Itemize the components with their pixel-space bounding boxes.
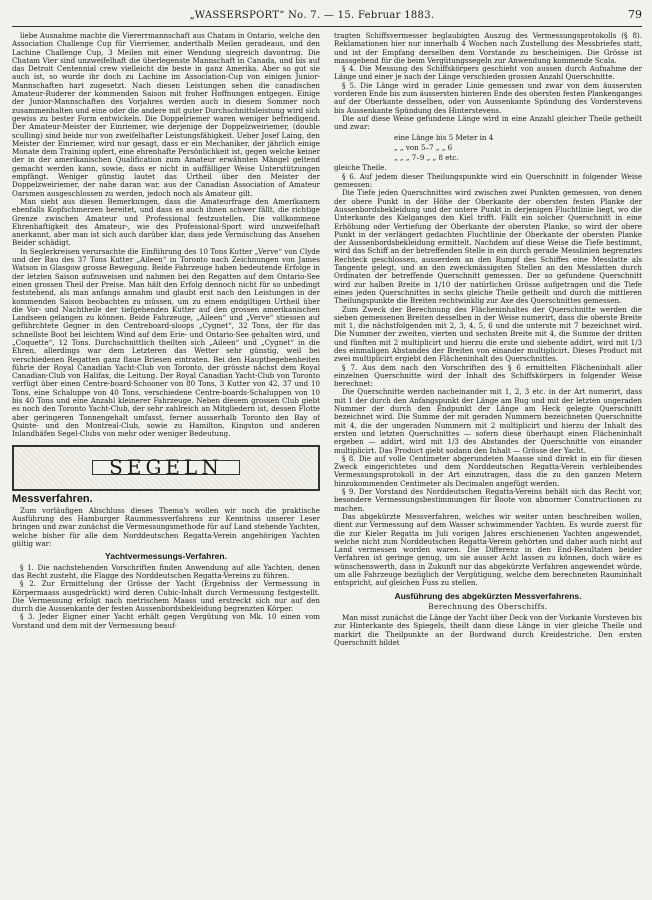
formula-line: „ „ „ 7–9 „ „ 8 etc. bbox=[394, 153, 459, 163]
formula-line: „ „ von 5–7 „ „ 6 bbox=[394, 142, 453, 152]
intro-paragraph: Zum vorläufigen Abschluss dieses Thema's wollen wir noch die praktische Ausführung des Hamburger Raummessverfahrens zur Kenntniss unserer Leser bringen und zwar zunächst die Vermessungsmethode für auf Land stehende Yachten, welche bisher für alle dem Norddeutschen Regatta-Verein angehörigen Yachten gültig war: bbox=[12, 505, 320, 549]
columns bbox=[12, 32, 642, 896]
rule-paragraph: § 1. Die nachstehenden Vorschriften finden Anwendung auf alle Yachten, denen das Recht zusteht, die Flagge des Norddeutschen Regatta-Vereins zu führen. bbox=[12, 562, 320, 580]
sub-title: Ausführung des abgekürzten Messverfahrens. bbox=[394, 590, 582, 601]
paragraph: Man misst zunächst die Länge der Yacht über Deck von der Vorkante Vorsteven bis zur Hinterkante des Spiegels, theilt dann diese Länge in vier gleiche Theile und markirt die Theilpunkte an der Bordwand durch Kreidestriche. Den ersten Querschnitt bildet bbox=[334, 613, 642, 648]
sub-title: Yachtvermessungs-Verfahren. bbox=[105, 551, 227, 562]
paragraph: Die Tiefe jeden Querschnittes wird zwischen zwei Punkten gemessen, von denen der obere Punkt in der Höhe der Oberkante der obersten festen Planke der Aussenbordsbekleidung und der untere Punkt in derjenigen Fluchtlinie liegt, wo die Unterkante des Kielganges den Kiel trifft. Fällt ein solcher Querschnitt in eine Erhöhung oder Vertiefung der Oberkante der obersten Planke, so wird der obere Punkt in der verlängert gedachten Fluchtlinie der Oberkante der obersten Planke der Aussenbordsbekleidung ermittelt. Nachdem auf diese Weise die Tiefe bestimmt, wird das Schiff an der betreffenden Stelle in ein durch gerade Messlinien begrenztes Rechteck geschlossen, ausserdem an den Rumpf des Schiffes eine Messlatte als Tangente gelegt, und an den zweckmässigsten Stellen an den Messlatten durch Ordinaten der betreffende Querschnitt gemessen. Der so gefundene Querschnitt wird zur halben Breite in 1/10 der natürlichen Grösse aufgetragen und die Tiefe eines jeden Querschnittes in sechs gleiche Theile getheilt und durch die mittleren Theilungspunkte die Breiten rechtwinklig zur Axe des Querschnittes gemessen. bbox=[334, 188, 642, 306]
page-number: 79 bbox=[628, 8, 642, 21]
paragraph: gleiche Theile. bbox=[334, 163, 387, 173]
paragraph: In Seglerkreisen verursachte die Einführung des 10 Tons Kutter „Verve“ von Clyde und der Bau des 37 Tons Kutter „Aileen“ in Toronto nach Zeichnungen von James Watson in Glasgow grosse Bewegung. Beide Fahrzeuge haben bedeutende Erfolge in der letzten Saison aufzuweisen und nahmen bei den Regatten auf dem Ontario-See einen grossen Theil der Preise. Man hält den Erfolg dennoch nicht für so unbedingt feststehend, als man anfangs annahm und glaubt erst nach den Leistungen in der kommenden Saison beobachten zu müssen, um zu einem endgiltigen Urtheil über die Vor- und Nachtheile der tiefgehenden Kutter auf den grossen amerikanischen Landseen gelangen zu können. Beide Fahrzeuge, „Aileen“ und „Verve“ stiessen auf geführchtete Gegner in den Centreboard-sloops „Cygnet“, 32 Tons, der für das schnellste Boot bei leichtem Wind auf dem Erie- und Ontario-See gehalten wird, und „Coquette“, 12 Tons. Durchschnittlich theilten sich „Aileen“ und „Cygnet“ in die Ehren, allerdings war dem Letzteren das Wetter sehr günstig, weil bei verschiedenen Regatten ganz flaue Briesen eintraten. Bei den Hauptbegebenheiten führte der Royal Canadian Yacht-Club von Toronto, der grösste nächst dem Royal Canadian-Club von Halifax, die Leitung. Der Royal Canadian Yacht-Club von Toronto verfügt über einen Centre-board-Schooner von 80 Tons, 3 Kutter von 42, 37 und 10 Tons, eine Schaluppe von 40 Tons, verschiedene Centre-boards-Schaluppen von 10 bis 40 Tons und eine Anzahl kleinerer Fahrzeuge. Neben diesem grossen Club giebt es noch den Toronto Yacht-Club, der sehr zahlreich an Mitgliedern ist, dessen Flotte aber geringeren Tonnengehalt umfasst, ferner ausserhalb Toronto den Bay of Quinte- und den Montreal-Club, sowie zu Hamilton, Kingston und anderen Inlandhäfen Segel-Clubs von mehr oder weniger Bedeutung. bbox=[12, 246, 320, 439]
paragraph: liebe Ausnahme machte die Viererrmannschaft aus Chatam in Ontario, welche den Association Challenge Cup für Vierriemer, anderthalb Meilen geradeaus, und den Lachine Challenge Cup, 3 Meilen mit einer Wendung siegreich davontrug. Die Chatam Vier sind unzweifelhaft die überlegenste Mannschaft in Canada, und bis auf das Detroit Centennial crew vielleicht die beste in ganz Amerika. Aber so gut sie auch ist, so wurde ihr doch zu Lachine im Association-Cup von einigen Junior-Mannschaften hart zugesetzt. Nach diesen Leistungen sehen die canadischen Amateur-Ruderer der kommenden Saison mit froher Hoffnungen entgegen. Einige der Junior-Mannschaften des Vorjahres werden auch in diesem Sommer noch zusammenhalten und eine oder die andere mit guter Durchschnittsleistung wird sich gewiss zu bester Form entwickeln. Die Doppelriemer waren weniger befriedigend. Der Amateur-Meister der Einriemer, wie derjenige der Doppelzweiriemer, (double sculling) sind beide nur von zweifelhafter Leistungsfähigkeit. Ueber Josef Laing, den Meister der Einriemer, wird nur gesagt, dass er ein Mechaniker, der jährlich einige Monate dem Training opfert, eine ehrenhafte Persönlichkeit ist, gegen welche keiner der in der amerikanischen Qualification zum Amateur erwähnten Mängel geltend gemacht werden kann, sowie, dass er nicht in auffälliger Weise Unterstützungen empfängt. Weniger günstig lautet das Urtheil über den Meister der Doppelzweiriemer, der nahe daran war, aus der Canadian Association of Amateur Oarsmen ausgeschlossen zu werden, jedoch noch als Amateur gilt. bbox=[12, 32, 320, 198]
paragraph: tragten Schiffsvermesser beglaubigten Auszug des Vermessungsprotokolls (§ 8). Reklamationen hier nur innerhalb 4 Wochen nach Zustellung des Messbriefes statt, und ist der Empfang derselben dem Vorstande zu bescheinigen. Die Grösse ist massgebend für die beim Vergütungssegeln zur Anwendung kommende Scala. bbox=[334, 32, 642, 65]
running-title: „WASSERSPORT“ No. 7. — 15. Februar 1883. bbox=[189, 10, 435, 21]
paragraph: Das abgekürzte Messverfahren, welches wir weiter unten beschreiben wollen, dient zur Vermessung auf dem Wasser schwimmender Yachten. Es wurde zuerst für die zur Kieler Regatta im Juli vorigen Jahres erschienenen Yachten angewendet, welche nicht zum Norddeutschen Regatta-Verein gehörten und daher auch nicht auf Land vermessen worden waren. Die Differenz in den End-Resultaten beider Verfahren ist geringe genug, um sie ausser Acht lassen zu können, doch wäre es wünschenswerth, dass in Zukunft nur das abgekürzte Verfahren angewendet würde, um alle Fahrzeuge bezüglich der Vergütigung, welche dem berechneten Rauminhalt entspricht, auf gleichen Fuss zu stellen. bbox=[334, 511, 642, 588]
formula-line: eine Länge bis 5 Meter in 4 bbox=[394, 132, 494, 142]
rule-paragraph: § 2. Zur Ermittelung der Grösse der Yacht (Ergebniss der Vermessung in Körpermaass ausgedrückt) wird deren Cubic-Inhalt durch Vermessung festgestellt. Die Vermessung erfolgt nach metrischem Maass und erstreckt sich nur auf den durch die Aussenkante der festen Aussenbordsbekleidung begrenzten Körper. bbox=[12, 579, 320, 614]
paragraph: Zum Zweck der Berechnung des Flächeninhaltes der Querschnitte werden die sieben gemessenen Breiten desselben in der Weise numerirt, dass die oberste Breite mit 1, die nächstfolgenden mit 2, 3, 4, 5, 6 und die unterste mit 7 bezeichnet wird. Die Nummer der zweiten, vierten und sechsten Breite mit 4, die Summe der dritten und fünften mit 2 multiplicirt und hierzu die erste und siebente addirt, wird mit 1/3 des einmaligen Abstandes der Breiten von einander multiplicirt. Dieses Product mit zwei multiplicirt ergiebt den Flächeninhalt des Querschnittes. bbox=[334, 304, 642, 364]
paragraph: § 4. Die Messung des Schiffskörpers geschieht von aussen durch Aufnahme der Länge und einer je nach der Länge verschieden grossen Anzahl Querschnitte. bbox=[334, 64, 642, 82]
rule-paragraph: § 3. Jeder Eigner einer Yacht erhält gegen Vergütung von Mk. 10 einen vom Vorstand und dem mit der Vermessung beauf- bbox=[12, 612, 320, 630]
sub-sub-title: Berechnung des Oberschiffs. bbox=[428, 601, 548, 611]
paragraph: § 8. Die auf volle Centimeter abgerundeten Maasse sind direkt in ein für diesen Zweck eingerichtetes und dem Norddeutschen Regatta-Verein verbleibendes Vermessungsprotokoll in der Art einzutragen, dass die zu den ganzen Metern hinzukommenden Centimeter als Decimalen angefügt werden. bbox=[334, 453, 642, 488]
section-banner bbox=[12, 445, 320, 491]
paragraph: § 5. Die Länge wird in gerader Linie gemessen und zwar von dem äussersten vorderen Ende bis zum äussersten hinteren Ende des obersten festen Plankenganges auf der Oberkante desselben, oder von Aussenkante Spündung des Vorderstevens bis Aussenkante Spündung des Hinterstevens. bbox=[334, 80, 642, 115]
paragraph: Man sieht aus diesen Bemerkungen, dass die Amateurfrage den Amerikanern ebenfalls Kopfschmerzen bereitet, und dass es auch ihnen schwer fällt, die richtige Grenze zwischen Amateur und Professional festzustellen. Die vollkommene Ehrenhaftigkeit des Amateur-, wie des Professional-Sport wird unzweifelhaft anerkannt, aber man ist sich auch darüber klar, dass jede Vermischung das Ansehen Beider schädigt. bbox=[12, 196, 320, 248]
banner-title: SEGELN bbox=[92, 460, 240, 474]
right-column bbox=[334, 32, 642, 896]
paragraph: § 9. Der Vorstand des Norddeutschen Regatta-Vereins behält sich das Recht vor, besondere Vermessungsbestimmungen für Boote von abnormer Constructionen zu machen. bbox=[334, 487, 642, 513]
paragraph: Die Querschnitte werden nacheinander mit 1, 2, 3 etc. in der Art numerirt, dass mit 1 der durch den Anfangspunkt der Länge am Bug und mit der letzten ungeraden Nummer der durch den Endpunkt der Länge am Heck gelegte Querschnitt bezeichnet wird. Die Summe der mit geraden Nummern bezeichneten Querschnitte mit 4, die der ungeraden Nummern mit 2 multiplicirt und hierzu der Inhalt des ersten und letzten Querschnittes — sofern diese überhaupt einen Flächeninhalt ergeben — addirt, wird mit 1/3 des Abstandes der Querschnitte von einander multiplicirt. Das Product giebt sodann den Inhalt — Grösse der Yacht. bbox=[334, 387, 642, 455]
left-column bbox=[12, 32, 320, 896]
page-header bbox=[12, 8, 642, 27]
section-title: Messverfahren. bbox=[12, 492, 93, 505]
paragraph: § 6. Auf jedem dieser Theilungspunkte wird ein Querschnitt in folgender Weise gemessen: bbox=[334, 171, 642, 190]
paragraph: Die auf diese Weise gefundene Länge wird in eine Anzahl gleicher Theile getheilt und zwar: bbox=[334, 113, 642, 132]
paragraph: § 7. Aus dem nach den Vorschriften des § 6 ermittelten Flächeninhalt aller einzelnen Querschnitte wird der Inhalt des Schiffskörpers in folgender Weise berechnet: bbox=[334, 362, 642, 389]
